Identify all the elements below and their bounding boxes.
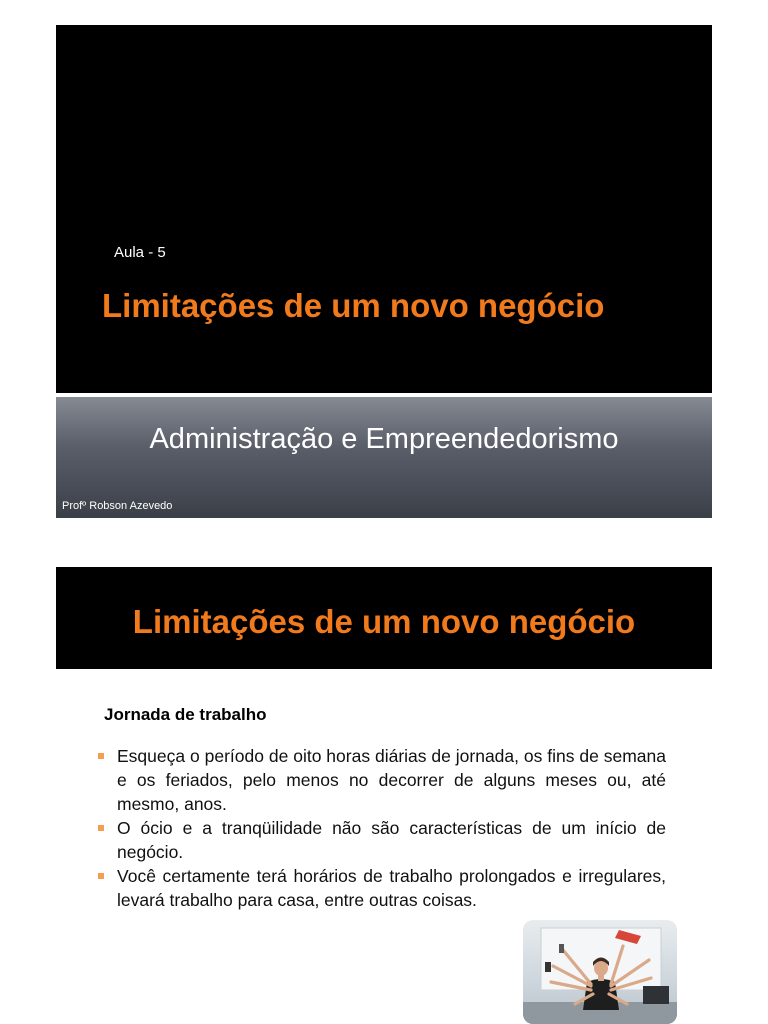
slide-2-title: Limitações de um novo negócio (132, 603, 636, 640)
bullet-icon (98, 753, 104, 759)
author-name: Profº Robson Azevedo (62, 500, 173, 512)
section-heading: Jornada de trabalho (104, 705, 267, 724)
slide-1-title-area (56, 25, 712, 393)
illustration (523, 920, 677, 1024)
bullet-icon (98, 873, 104, 879)
bullet-text: Esqueça o período de oito horas diárias de jornada, os fins de semana e os feriados, pelo menos no decorrer de alguns meses ou, até mesmo, anos. (117, 746, 666, 814)
bullet-text: O ócio e a tranqüilidade não são características de um início de negócio. (117, 818, 666, 862)
bullet-text: Você certamente terá horários de trabalho prolongados e irregulares, levará trabalho para casa, entre outras coisas. (117, 866, 666, 910)
course-subject: Administração e Empreendedorismo (149, 423, 619, 455)
multitasking-businesswoman-image (523, 920, 677, 1024)
slide-2-header (56, 567, 712, 669)
slide-1-title: Limitações de um novo negócio (102, 287, 605, 324)
list-item (96, 864, 666, 912)
bullet-icon (98, 825, 104, 831)
lesson-label: Aula - 5 (114, 244, 166, 261)
slide-1-subtitle-band (56, 397, 712, 518)
list-item (96, 744, 666, 816)
bullet-list (96, 744, 666, 912)
slide-1 (56, 25, 712, 518)
list-item (96, 816, 666, 864)
